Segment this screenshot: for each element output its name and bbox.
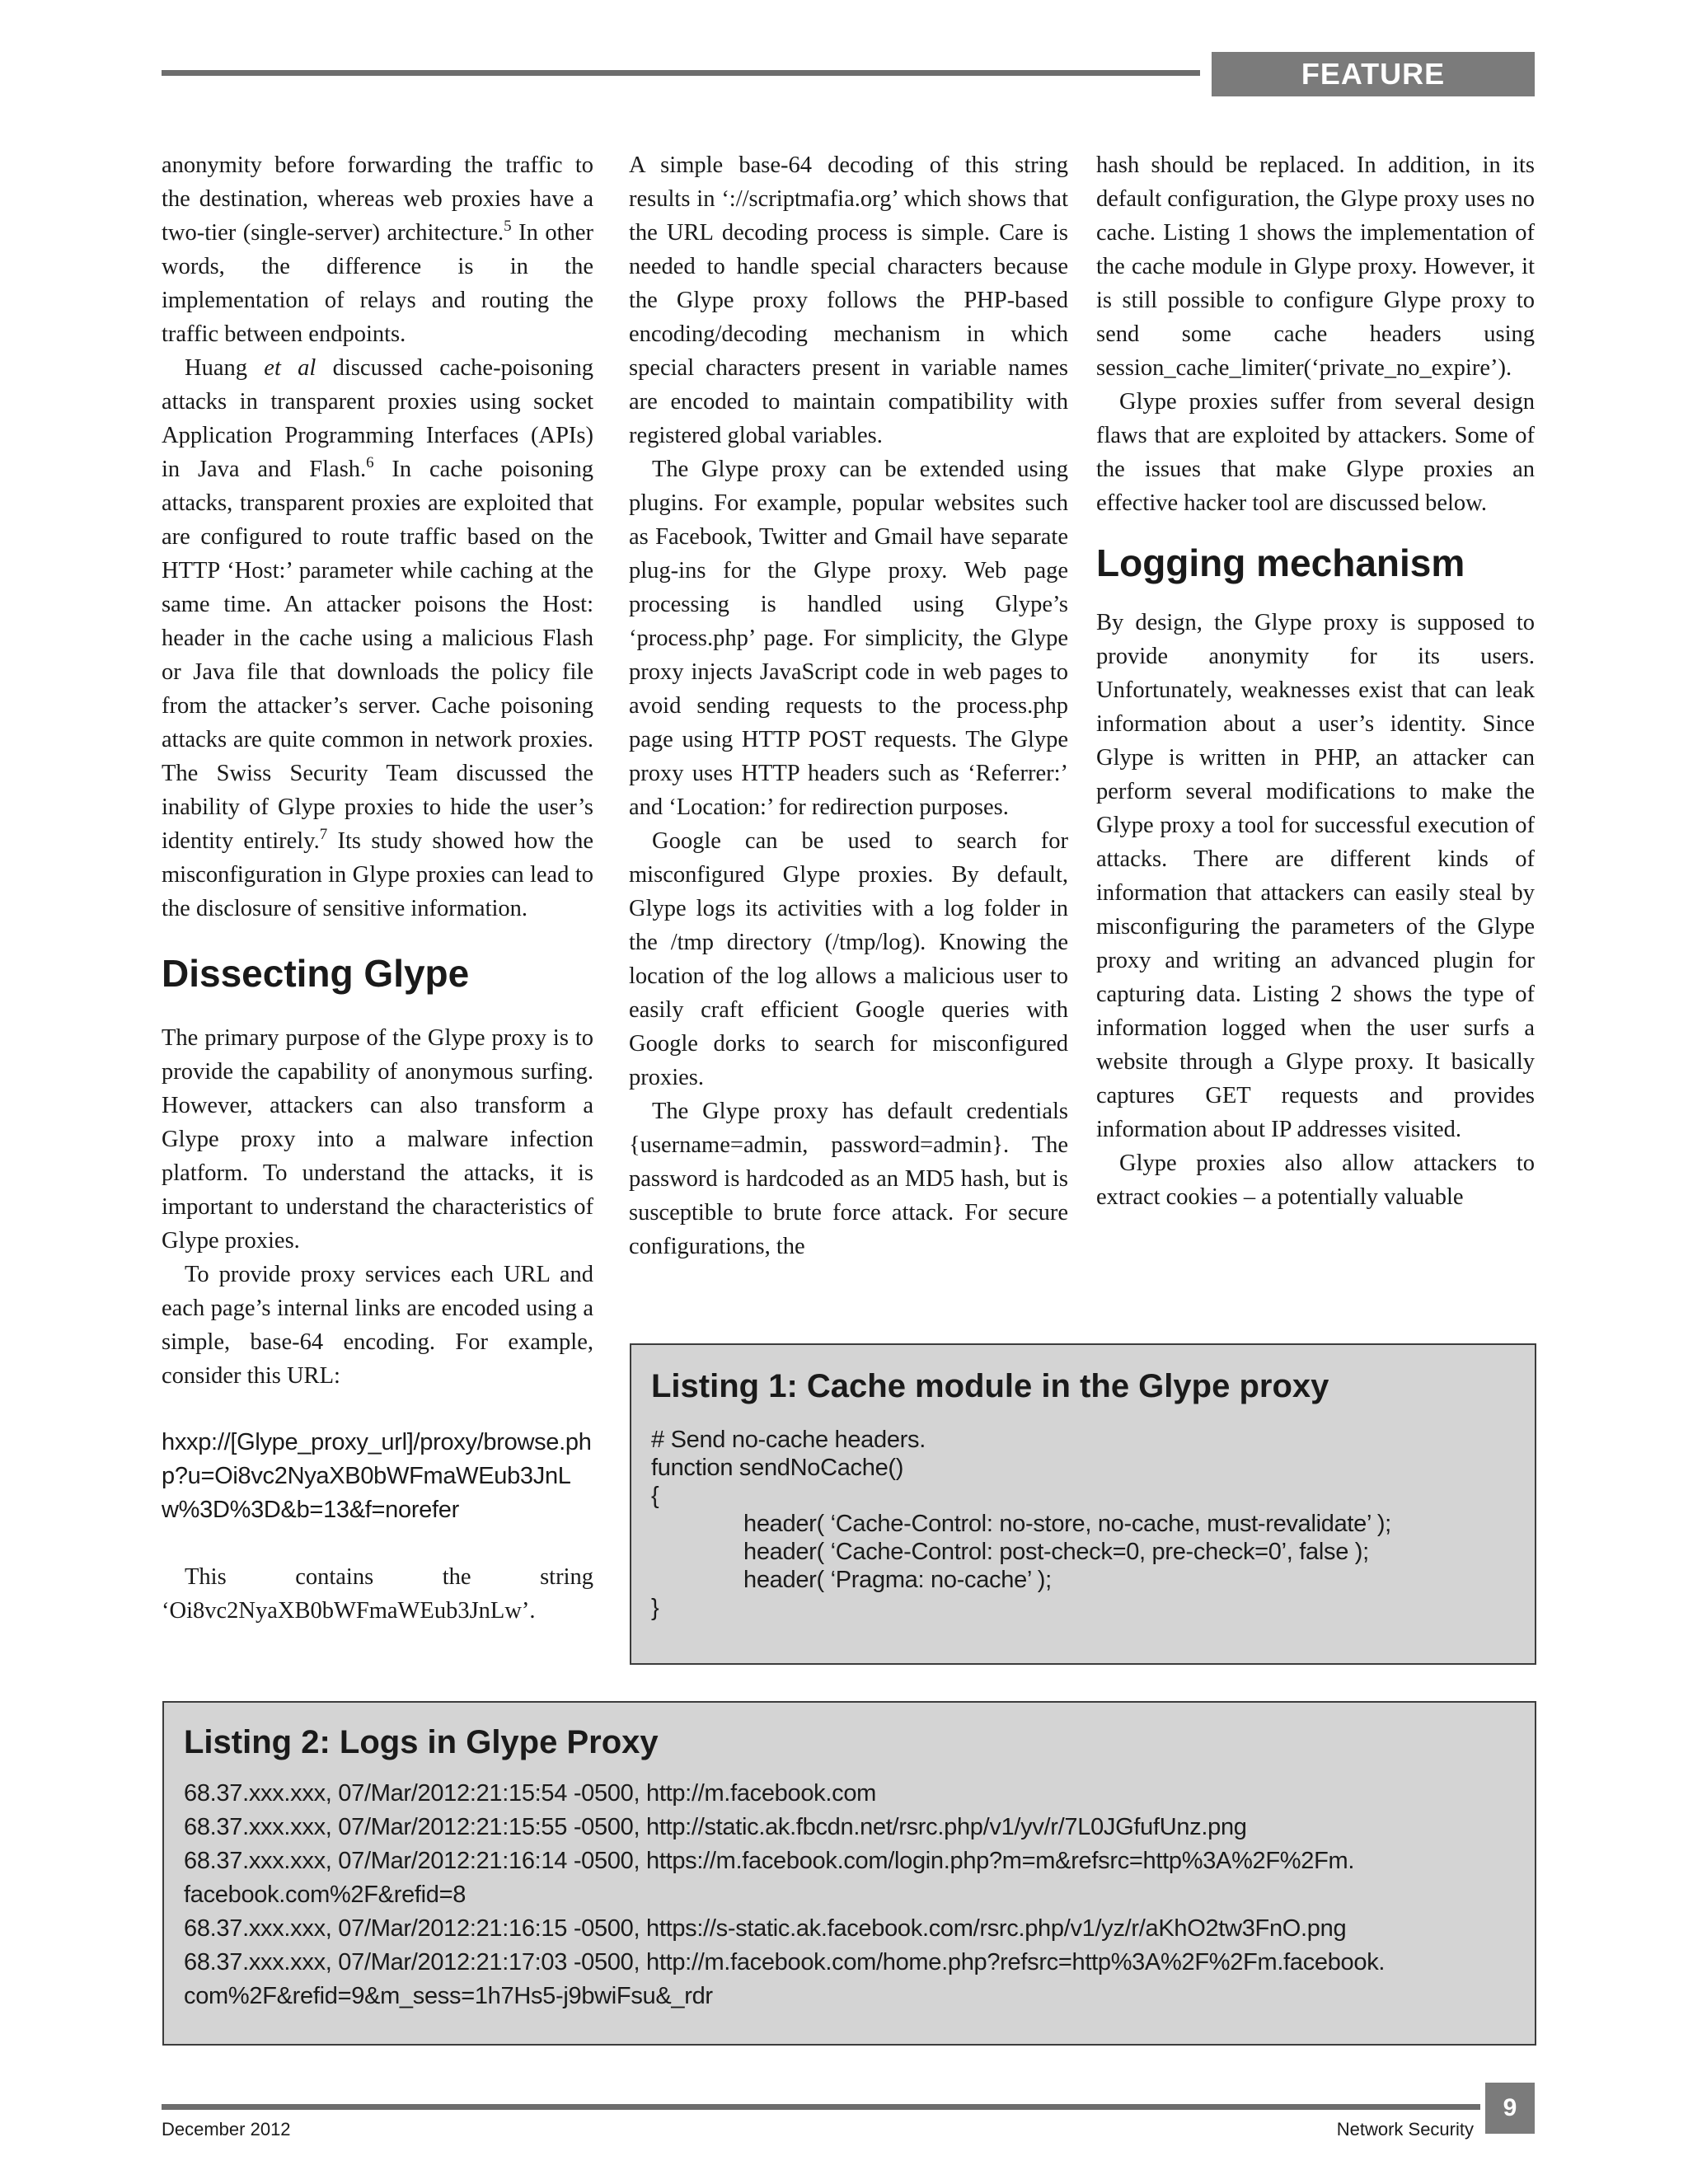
paragraph: Google can be used to search for misconfigured Glype proxies. By default, Glype logs its activities with a log folder in the /tmp directory (/tmp/log). Knowing the location of the log allows a malicious user to easily craft efficient Google queries with Google dorks to search for misconfigured proxies.: [629, 828, 1068, 1090]
paragraph: The Glype proxy can be extended using plugins. For example, popular websites such as Facebook, Twitter and Gmail have separate plug-ins for the Glype proxy. Web page processing is handled using Glype’s ‘process.php’ page. For simplicity, the Glype proxy injects JavaScript code in web pages to avoid sending requests to the process.php page using HTTP POST requests. The Glype proxy uses HTTP headers such as ‘Referrer:’ and ‘Location:’ for redirection purposes.: [629, 457, 1068, 820]
paragraph: Huang et al discussed cache-poisoning attacks in transparent proxies using socket Application Programming Interfaces (APIs) in Java and Flash.$^6$ In cache poisoning attacks, transparent proxies are exploited that are configured to route traffic based on the HTTP ‘Host:’ parameter while caching at the same time. An attacker poisons the Host: header in the cache using a malicious Flash or Java file that downloads the policy file from the attacker’s server. Cache poisoning attacks are quite common in network proxies. The Swiss Security Team discussed the inability of Glype proxies to hide the user’s identity entirely.$^7$ Its study showed how the misconfiguration in Glype proxies can lead to the disclosure of sensitive information.: [162, 355, 593, 921]
footer-date: December 2012: [162, 2119, 291, 2139]
code-line: header( ‘Cache-Control: no-store, no-cache, must-revalidate’ );: [743, 1511, 1391, 1537]
column-1: [162, 148, 593, 1628]
footnote-ref: 6: [366, 454, 374, 471]
paragraph: The primary purpose of the Glype proxy is to provide the capability of anonymous surfing. However, attackers can also transform a Glype proxy into a malware infection platform. To understand the attacks, it is important to understand the characteristics of Glype proxies.: [162, 1025, 593, 1254]
footer-rule: [162, 2104, 1480, 2110]
section-heading: Logging mechanism: [1096, 541, 1465, 584]
code-block: [651, 1426, 1515, 1622]
log-line: facebook.com%2F&refid=8: [184, 1882, 467, 1908]
paragraph: hash should be replaced. In addition, in its default configuration, the Glype proxy uses no cache. Listing 1 shows the implementation of the cache module in Glype proxy. However, it is still possible to configure Glype proxy to send some cache headers using session_cache_limiter(‘private_no_expire’).: [1096, 152, 1535, 381]
paragraph: Glype proxies suffer from several design flaws that are exploited by attackers. Some of the issues that make Glype proxies an effective hacker tool are discussed below.: [1096, 389, 1535, 516]
paragraph: A simple base-64 decoding of this string results in ‘://scriptmafia.org’ which shows that the URL decoding process is simple. Care is needed to handle special characters because the Glype proxy follows the PHP-based encoding/decoding mechanism in which special characters present in variable names are encoded to maintain compatibility with registered global variables.: [629, 152, 1068, 448]
paragraph: This contains the string ‘Oi8vc2NyaXB0bWFmaWEub3JnLw’.: [162, 1564, 593, 1624]
footnote-ref: 7: [319, 826, 328, 843]
section-heading: Dissecting Glype: [162, 952, 470, 995]
log-line: 68.37.xxx.xxx, 07/Mar/2012:21:17:03 -0500, http://m.facebook.com/home.php?refsrc=http%3A%2F%2Fm.facebook.: [184, 1949, 1386, 1975]
log-line: 68.37.xxx.xxx, 07/Mar/2012:21:15:55 -0500, http://static.ak.fbcdn.net/rsrc.php/v1/yv/r/7L0JGfufUnz.png: [184, 1814, 1247, 1840]
code-line: # Send no-cache headers.: [651, 1427, 926, 1453]
paragraph: anonymity before forwarding the traffic to the destination, whereas web proxies have a two-tier (single-server) architecture.$^5$ In other words, the difference is in the implementation of relays and routing the traffic between endpoints.: [162, 152, 593, 347]
listing-title: Listing 2: Logs in Glype Proxy: [184, 1724, 659, 1760]
code-line: }: [651, 1595, 659, 1621]
paragraph: To provide proxy services each URL and each page’s internal links are encoded using a simple, base-64 encoding. For example, consider this URL:: [162, 1262, 593, 1389]
footnote-ref: 5: [504, 218, 512, 235]
section-label: FEATURE: [1212, 52, 1535, 96]
log-line: 68.37.xxx.xxx, 07/Mar/2012:21:15:54 -0500, http://m.facebook.com: [184, 1780, 877, 1807]
page-number: 9: [1485, 2083, 1535, 2134]
column-2: [629, 148, 1068, 1263]
header-rule: [162, 70, 1200, 76]
example-url: hxxp://[Glype_proxy_url]/proxy/browse.php?u=Oi8vc2NyaXB0bWFmaWEub3JnLw%3D%3D&b=13&f=norefer: [162, 1429, 592, 1523]
code-line: header( ‘Cache-Control: post-check=0, pre-check=0’, false );: [743, 1539, 1369, 1565]
code-line: {: [651, 1483, 659, 1509]
listing-2-box: [162, 1701, 1536, 2046]
log-line: 68.37.xxx.xxx, 07/Mar/2012:21:16:14 -0500, https://m.facebook.com/login.php?m=m&refsrc=http%3A%2F%2Fm.: [184, 1848, 1355, 1874]
log-block: [184, 1777, 1515, 2013]
code-line: header( ‘Pragma: no-cache’ );: [743, 1567, 1052, 1593]
code-line: function sendNoCache(): [651, 1455, 904, 1481]
column-3: [1096, 148, 1535, 1214]
paragraph: The Glype proxy has default credentials {username=admin, password=admin}. The password is hardcoded as an MD5 hash, but is susceptible to brute force attack. For secure configurations, the: [629, 1099, 1068, 1259]
log-line: com%2F&refid=9&m_sess=1h7Hs5-j9bwiFsu&_rdr: [184, 1983, 713, 2009]
paragraph: Glype proxies also allow attackers to extract cookies – a potentially valuable: [1096, 1151, 1535, 1210]
log-line: 68.37.xxx.xxx, 07/Mar/2012:21:16:15 -0500, https://s-static.ak.facebook.com/rsrc.php/v1/yz/r/aKhO2tw3FnO.png: [184, 1915, 1347, 1942]
footer-publication: Network Security: [1336, 2119, 1474, 2139]
listing-1-box: [630, 1343, 1536, 1665]
listing-title: Listing 1: Cache module in the Glype proxy: [651, 1368, 1329, 1404]
paragraph: By design, the Glype proxy is supposed to provide anonymity for its users. Unfortunately, weaknesses exist that can leak information about a user’s identity. Since Glype is written in PHP, an attacker can perform several modifications to make the Glype proxy a tool for successful execution of attacks. There are different kinds of information that attackers can easily steal by misconfiguring the parameters of the Glype proxy and writing an advanced plugin for capturing data. Listing 2 shows the type of information logged when the user surfs a website through a Glype proxy. It basically captures GET requests and provides information about IP addresses visited.: [1096, 610, 1535, 1142]
